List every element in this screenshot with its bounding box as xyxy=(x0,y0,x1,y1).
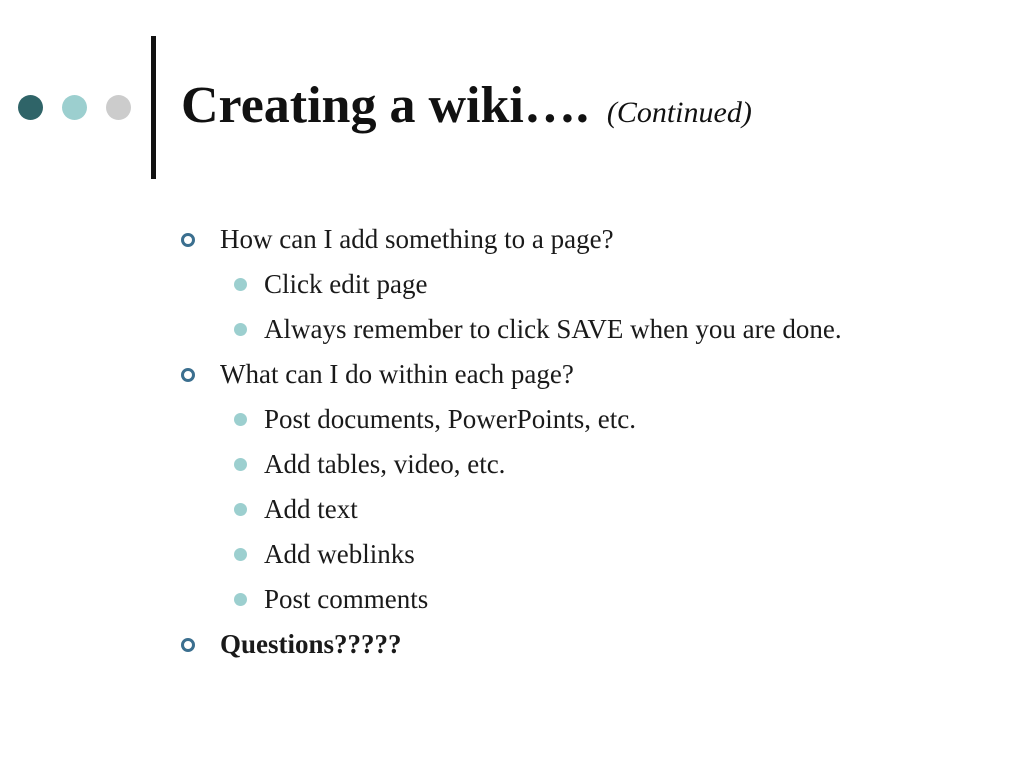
sub-bullet-item: Post documents, PowerPoints, etc. xyxy=(264,404,636,434)
title-subtitle: (Continued) xyxy=(606,96,752,129)
title-text: Creating a wiki…. xyxy=(181,77,589,134)
disc-bullet-icon xyxy=(234,548,247,561)
bullet-item: Questions????? xyxy=(220,629,402,659)
disc-bullet-icon xyxy=(234,278,247,291)
sub-bullet-item: Click edit page xyxy=(264,269,428,299)
sub-bullet-item: Add tables, video, etc. xyxy=(264,449,506,479)
disc-bullet-icon xyxy=(234,413,247,426)
bullet-item: What can I do within each page? xyxy=(220,359,574,389)
disc-bullet-icon xyxy=(234,593,247,606)
ring-bullet-icon xyxy=(181,233,195,247)
disc-bullet-icon xyxy=(234,458,247,471)
disc-bullet-icon xyxy=(234,503,247,516)
disc-bullet-icon xyxy=(234,323,247,336)
sub-bullet-item: Add text xyxy=(264,494,358,524)
sub-bullet-item: Add weblinks xyxy=(264,539,415,569)
ring-bullet-icon xyxy=(181,638,195,652)
ring-bullet-icon xyxy=(181,368,195,382)
sub-bullet-item: Post comments xyxy=(264,584,429,614)
bullet-item: How can I add something to a page? xyxy=(220,224,614,254)
sub-bullet-item: Always remember to click SAVE when you are done. xyxy=(264,314,842,344)
